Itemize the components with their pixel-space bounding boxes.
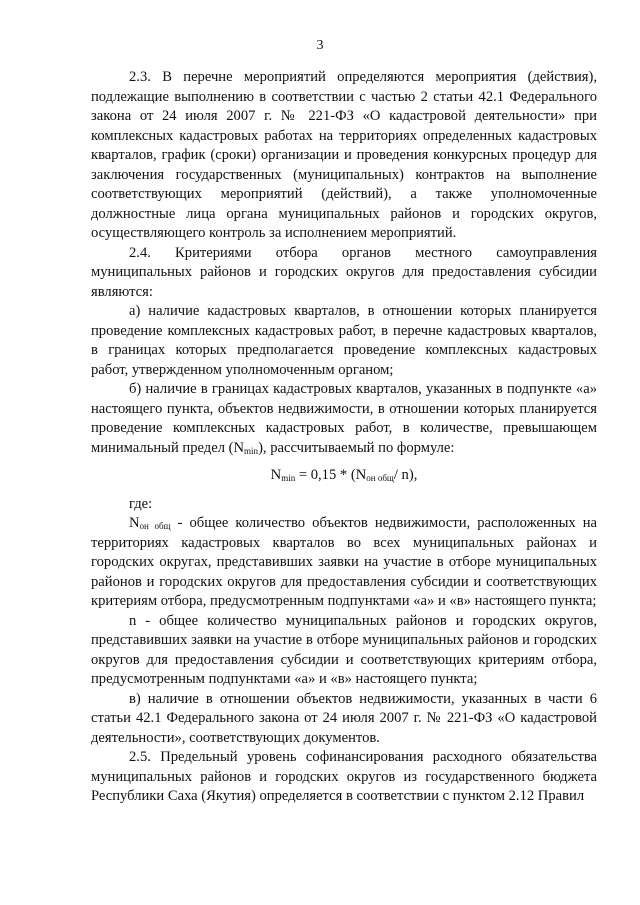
criterion-b xyxy=(91,380,597,458)
definition-n-count: n - общее количество муниципальных районов и городских округов, представивших заявки на участие в отборе муниципальных районов и городских округов для предоставления субсидии и соответствующих критериям отбора, предусмотренным подпунктами «а» и «в» настоящего пункта; xyxy=(91,612,597,687)
criterion-v: в) наличие в отношении объектов недвижимости, указанных в части 6 статьи 42.1 Федерального закона от 24 июля 2007 г. № 221-ФЗ «О кадастровой деятельности», соответствующих документов. xyxy=(91,690,597,746)
formula-lhs: N xyxy=(270,467,282,483)
definition-n-total xyxy=(91,514,597,612)
formula-rhs: / n), xyxy=(393,467,418,483)
criterion-b-sub: min xyxy=(244,445,259,456)
criterion-b-text: б) наличие в границах кадастровых кварталов, указанных в подпункте «а» настоящего пункта, объектов недвижимости, в отношении которых планируется проведение комплексных кадастровых работ, в количестве, превышающем минимальный предел (N xyxy=(91,381,597,456)
criterion-b-tail: ), рассчитываемый по формуле: xyxy=(258,439,455,456)
criterion-a: а) наличие кадастровых кварталов, в отношении которых планируется проведение комплексных кадастровых работ, в перечне кадастровых кварталов, в границах которых предполагается проведение комплексных кадастровых работ, утвержденном уполномоченным органом; xyxy=(91,303,597,378)
formula-mid-sub: он общ xyxy=(366,473,394,483)
document-body xyxy=(91,68,597,807)
definition-n-total-text: - общее количество объектов недвижимости, расположенных на территориях кадастровых кварталов во всех муниципальных районах и городских округах, представивших заявки на участие в отборе муниципальных районов и городских округов для предоставления субсидии и соответствующих критериям отбора, предусмотренным подпунктами «а» и «в» настоящего пункта; xyxy=(91,515,598,609)
paragraph-2-4: 2.4. Критериями отбора органов местного самоуправления муниципальных районов и городских округов для предоставления субсидии являются: xyxy=(91,244,597,300)
definition-n-total-sub: он общ xyxy=(139,521,171,531)
where-label: где: xyxy=(129,495,153,512)
paragraph-2-3: 2.3. В перечне мероприятий определяются мероприятия (действия), подлежащие выполнению в соответствии с частью 2 статьи 42.1 Федерального закона от 24 июля 2007 г. № 221-ФЗ «О кадастровой деятельности» при комплексных кадастровых работах на территориях определенных кадастровых кварталов, график (сроки) организации и проведения конкурсных процедур для заключения государственных (муниципальных) контрактов на выполнение соответствующих мероприятий (действий), а также уполномоченные должностные лица органа муниципальных районов и городских округов, осуществляющего контроль за исполнением мероприятий. xyxy=(91,69,597,241)
formula-lhs-sub: min xyxy=(281,473,296,483)
definition-n-total-symbol: N xyxy=(129,515,140,531)
page-number: 3 xyxy=(316,38,324,53)
formula-mid: = 0,15 * (N xyxy=(295,467,367,483)
paragraph-2-5: 2.5. Предельный уровень софинансирования расходного обязательства муниципальных районов и городских округов из государственного бюджета Республики Саха (Якутия) определяется в соответствии с пунктом 2.12 Правил xyxy=(91,749,597,804)
formula xyxy=(91,466,597,486)
